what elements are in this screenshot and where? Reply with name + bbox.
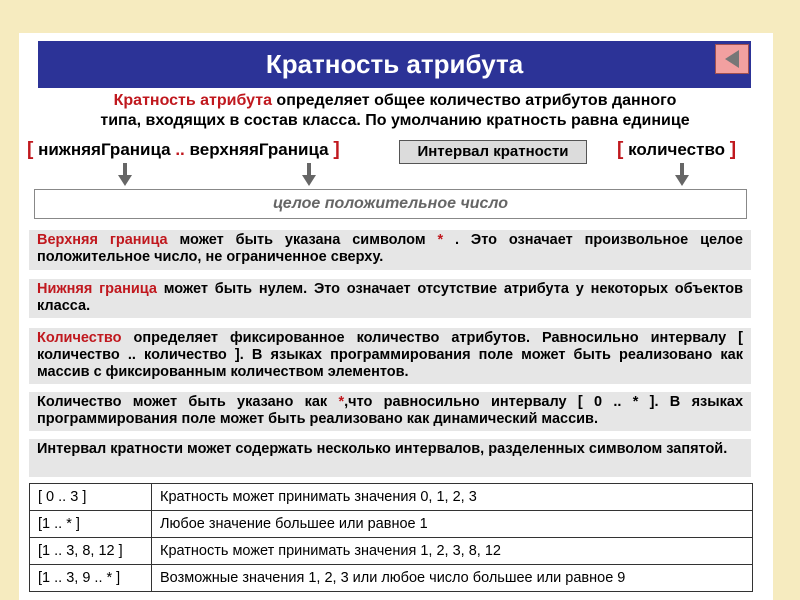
note-term: Нижняя граница <box>37 281 157 297</box>
note-text: Количество может быть указано как <box>37 394 339 410</box>
note-text: Интервал кратности может содержать несколько интервалов, разделенных символом запятой. <box>37 441 728 457</box>
interval-label: Интервал кратности <box>417 143 569 160</box>
down-arrow-icon <box>675 163 689 187</box>
examples-table <box>29 483 753 592</box>
bracket-close: ] <box>333 139 340 160</box>
meaning-cell: Кратность может принимать значения 0, 1, 2, 3 <box>152 484 753 511</box>
interval-cell: [1 .. 3, 9 .. * ] <box>30 565 152 592</box>
table-row <box>30 565 753 592</box>
note-term: Количество <box>37 330 122 346</box>
meaning-cell: Возможные значения 1, 2, 3 или любое число большее или равное 9 <box>152 565 753 592</box>
quantity-syntax <box>617 139 736 161</box>
note-quantity <box>29 328 751 384</box>
note-multiple-intervals <box>29 439 751 477</box>
down-arrow-icon <box>118 163 132 187</box>
range-dots: .. <box>170 140 190 159</box>
interval-cell: [1 .. 3, 8, 12 ] <box>30 538 152 565</box>
upper-bound-label: верхняяГраница <box>189 140 329 159</box>
down-arrow-icon <box>302 163 316 187</box>
quantity-label: количество <box>628 140 726 159</box>
positive-integer-box <box>34 189 747 219</box>
back-arrow-icon <box>725 50 739 68</box>
lower-bound-label: нижняяГраница <box>38 140 171 159</box>
table-row <box>30 484 753 511</box>
positive-integer-label: целое положительное число <box>273 195 508 212</box>
note-text: может быть нулем. Это означает отсутствие атрибута у некоторых объектов класса. <box>37 281 743 314</box>
note-text: ,что равносильно интервалу [ 0 .. * ]. В языках программирования поле может быть реализовано как динамический массив. <box>37 394 744 427</box>
note-text: . Это означает произвольное целое положительное число, не ограниченное сверху. <box>37 232 743 265</box>
qty-bracket-open: [ <box>617 139 624 160</box>
intro-term: Кратность атрибута <box>113 92 272 109</box>
meaning-cell: Любое значение большее или равное 1 <box>152 511 753 538</box>
slide-title-text: Кратность атрибута <box>265 49 524 79</box>
note-text: определяет фиксированное количество атрибутов. Равносильно интервалу [ количество .. количество ]. В языках программирования поле может быть реализовано как массив с фиксированным количеством элементов. <box>37 330 743 380</box>
interval-label-box <box>399 140 587 164</box>
table-row <box>30 511 753 538</box>
bracket-open: [ <box>27 139 34 160</box>
slide-title <box>38 41 751 88</box>
qty-bracket-close: ] <box>729 139 737 160</box>
bounds-syntax <box>27 139 340 161</box>
meaning-cell: Кратность может принимать значения 1, 2, 3, 8, 12 <box>152 538 753 565</box>
note-lower-bound <box>29 279 751 318</box>
intro-line1: определяет общее количество атрибутов данного <box>271 92 677 109</box>
table-row <box>30 538 753 565</box>
interval-cell: [1 .. * ] <box>30 511 152 538</box>
note-symbol: * <box>338 394 345 410</box>
slide <box>19 33 773 600</box>
note-text: может быть указана символом <box>167 232 438 248</box>
note-symbol: * <box>437 232 444 248</box>
intro-text <box>39 91 751 131</box>
note-term: Верхняя граница <box>37 232 168 248</box>
intro-line2: типа, входящих в состав класса. По умолчанию кратность равна единице <box>100 112 690 129</box>
note-quantity-star <box>29 392 751 431</box>
note-upper-bound <box>29 230 751 270</box>
interval-cell: [ 0 .. 3 ] <box>30 484 152 511</box>
back-button[interactable] <box>715 44 749 74</box>
